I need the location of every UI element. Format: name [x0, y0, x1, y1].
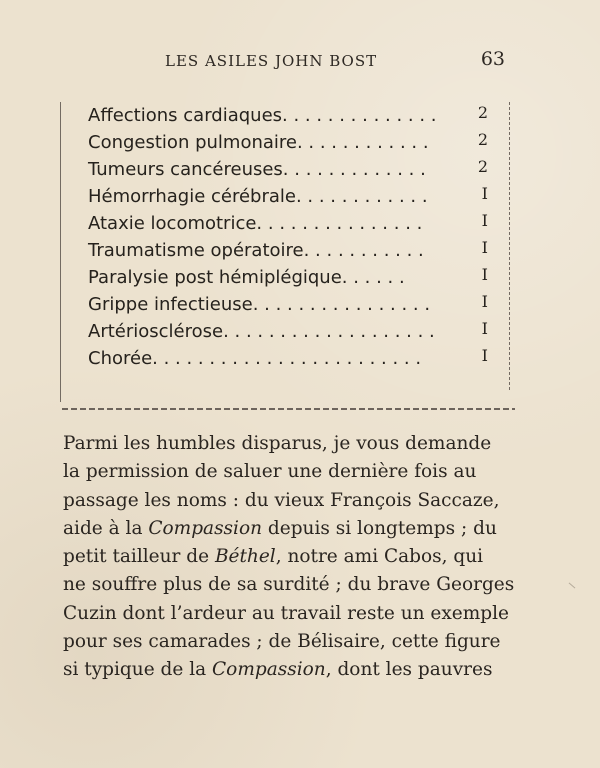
list-item: [88, 266, 508, 290]
list-item-label: Paralysie post hémiplégique. . . . . .: [88, 267, 405, 288]
list-item: [88, 239, 508, 263]
page-number: 63: [480, 48, 505, 70]
list-item-value: I: [481, 211, 488, 230]
list-item-value: I: [481, 238, 488, 257]
list-item-value: I: [481, 319, 488, 338]
list-item-value: 2: [477, 130, 488, 149]
body-paragraph: [63, 430, 513, 685]
list-item-value: I: [481, 346, 488, 365]
list-item-value: I: [481, 184, 488, 203]
list-item: [88, 293, 508, 317]
paragraph-line: ne souffre plus de sa surdité ; du brave Georges: [63, 574, 515, 596]
list-item-label: Affections cardiaques. . . . . . . . . . . . . .: [88, 105, 437, 126]
emphasized-place-name: Compassion: [212, 659, 326, 681]
list-item-value: I: [481, 265, 488, 284]
list-item-label: Grippe infectieuse. . . . . . . . . . . . . . . .: [88, 294, 431, 315]
paragraph-line: [63, 656, 513, 684]
paragraph-line: [63, 515, 513, 543]
paragraph-text: petit tailleur de: [63, 546, 215, 568]
list-item-label: Ataxie locomotrice. . . . . . . . . . . . . . .: [88, 213, 423, 234]
list-item-value: 2: [477, 157, 488, 176]
paragraph-line: passage les noms : du vieux François Saccaze,: [63, 489, 500, 511]
page-mark: [569, 583, 576, 589]
paragraph-text: depuis si longtemps ; du: [262, 517, 497, 539]
list-item-label: Hémorrhagie cérébrale. . . . . . . . . . . .: [88, 186, 428, 207]
list-left-bracket: [60, 102, 61, 402]
emphasized-place-name: Compassion: [148, 517, 263, 539]
paragraph-line: Cuzin dont l’ardeur au travail reste un exemple: [63, 602, 510, 624]
list-item: [88, 185, 508, 209]
list-item: [88, 104, 508, 128]
list-item: [88, 131, 508, 155]
list-item-value: I: [481, 292, 488, 311]
paragraph-text: si typique de la: [63, 659, 213, 681]
paragraph-line: pour ses camarades ; de Bélisaire, cette figure: [63, 631, 501, 653]
paragraph-text: , notre ami Cabos, qui: [275, 546, 484, 568]
paragraph-line: la permission de saluer une dernière fois au: [63, 461, 477, 483]
paragraph-line: [63, 543, 513, 571]
list-item: [88, 212, 508, 236]
list-right-bracket: [509, 102, 510, 390]
list-item: [88, 158, 508, 182]
list-item-label: Chorée. . . . . . . . . . . . . . . . . . . . . . . .: [88, 348, 422, 369]
paragraph-line: Parmi les humbles disparus, je vous demande: [63, 433, 492, 454]
list-bottom-rule: [62, 408, 515, 410]
list-item-value: 2: [477, 103, 488, 122]
list-item-label: Congestion pulmonaire. . . . . . . . . . . .: [88, 132, 429, 153]
list-item: [88, 347, 508, 371]
cause-of-death-list: [60, 92, 515, 410]
running-head: LES ASILES JOHN BOST: [165, 52, 378, 70]
list-item-label: Tumeurs cancéreuses. . . . . . . . . . . . .: [88, 159, 426, 180]
emphasized-place-name: Béthel: [214, 546, 276, 568]
list-item: [88, 320, 508, 344]
list-item-label: Traumatisme opératoire. . . . . . . . . . .: [88, 240, 424, 261]
paragraph-text: , dont les pauvres: [325, 659, 493, 681]
paragraph-text: aide à la: [63, 517, 149, 539]
list-item-label: Artériosclérose. . . . . . . . . . . . . . . . . . .: [88, 321, 435, 342]
